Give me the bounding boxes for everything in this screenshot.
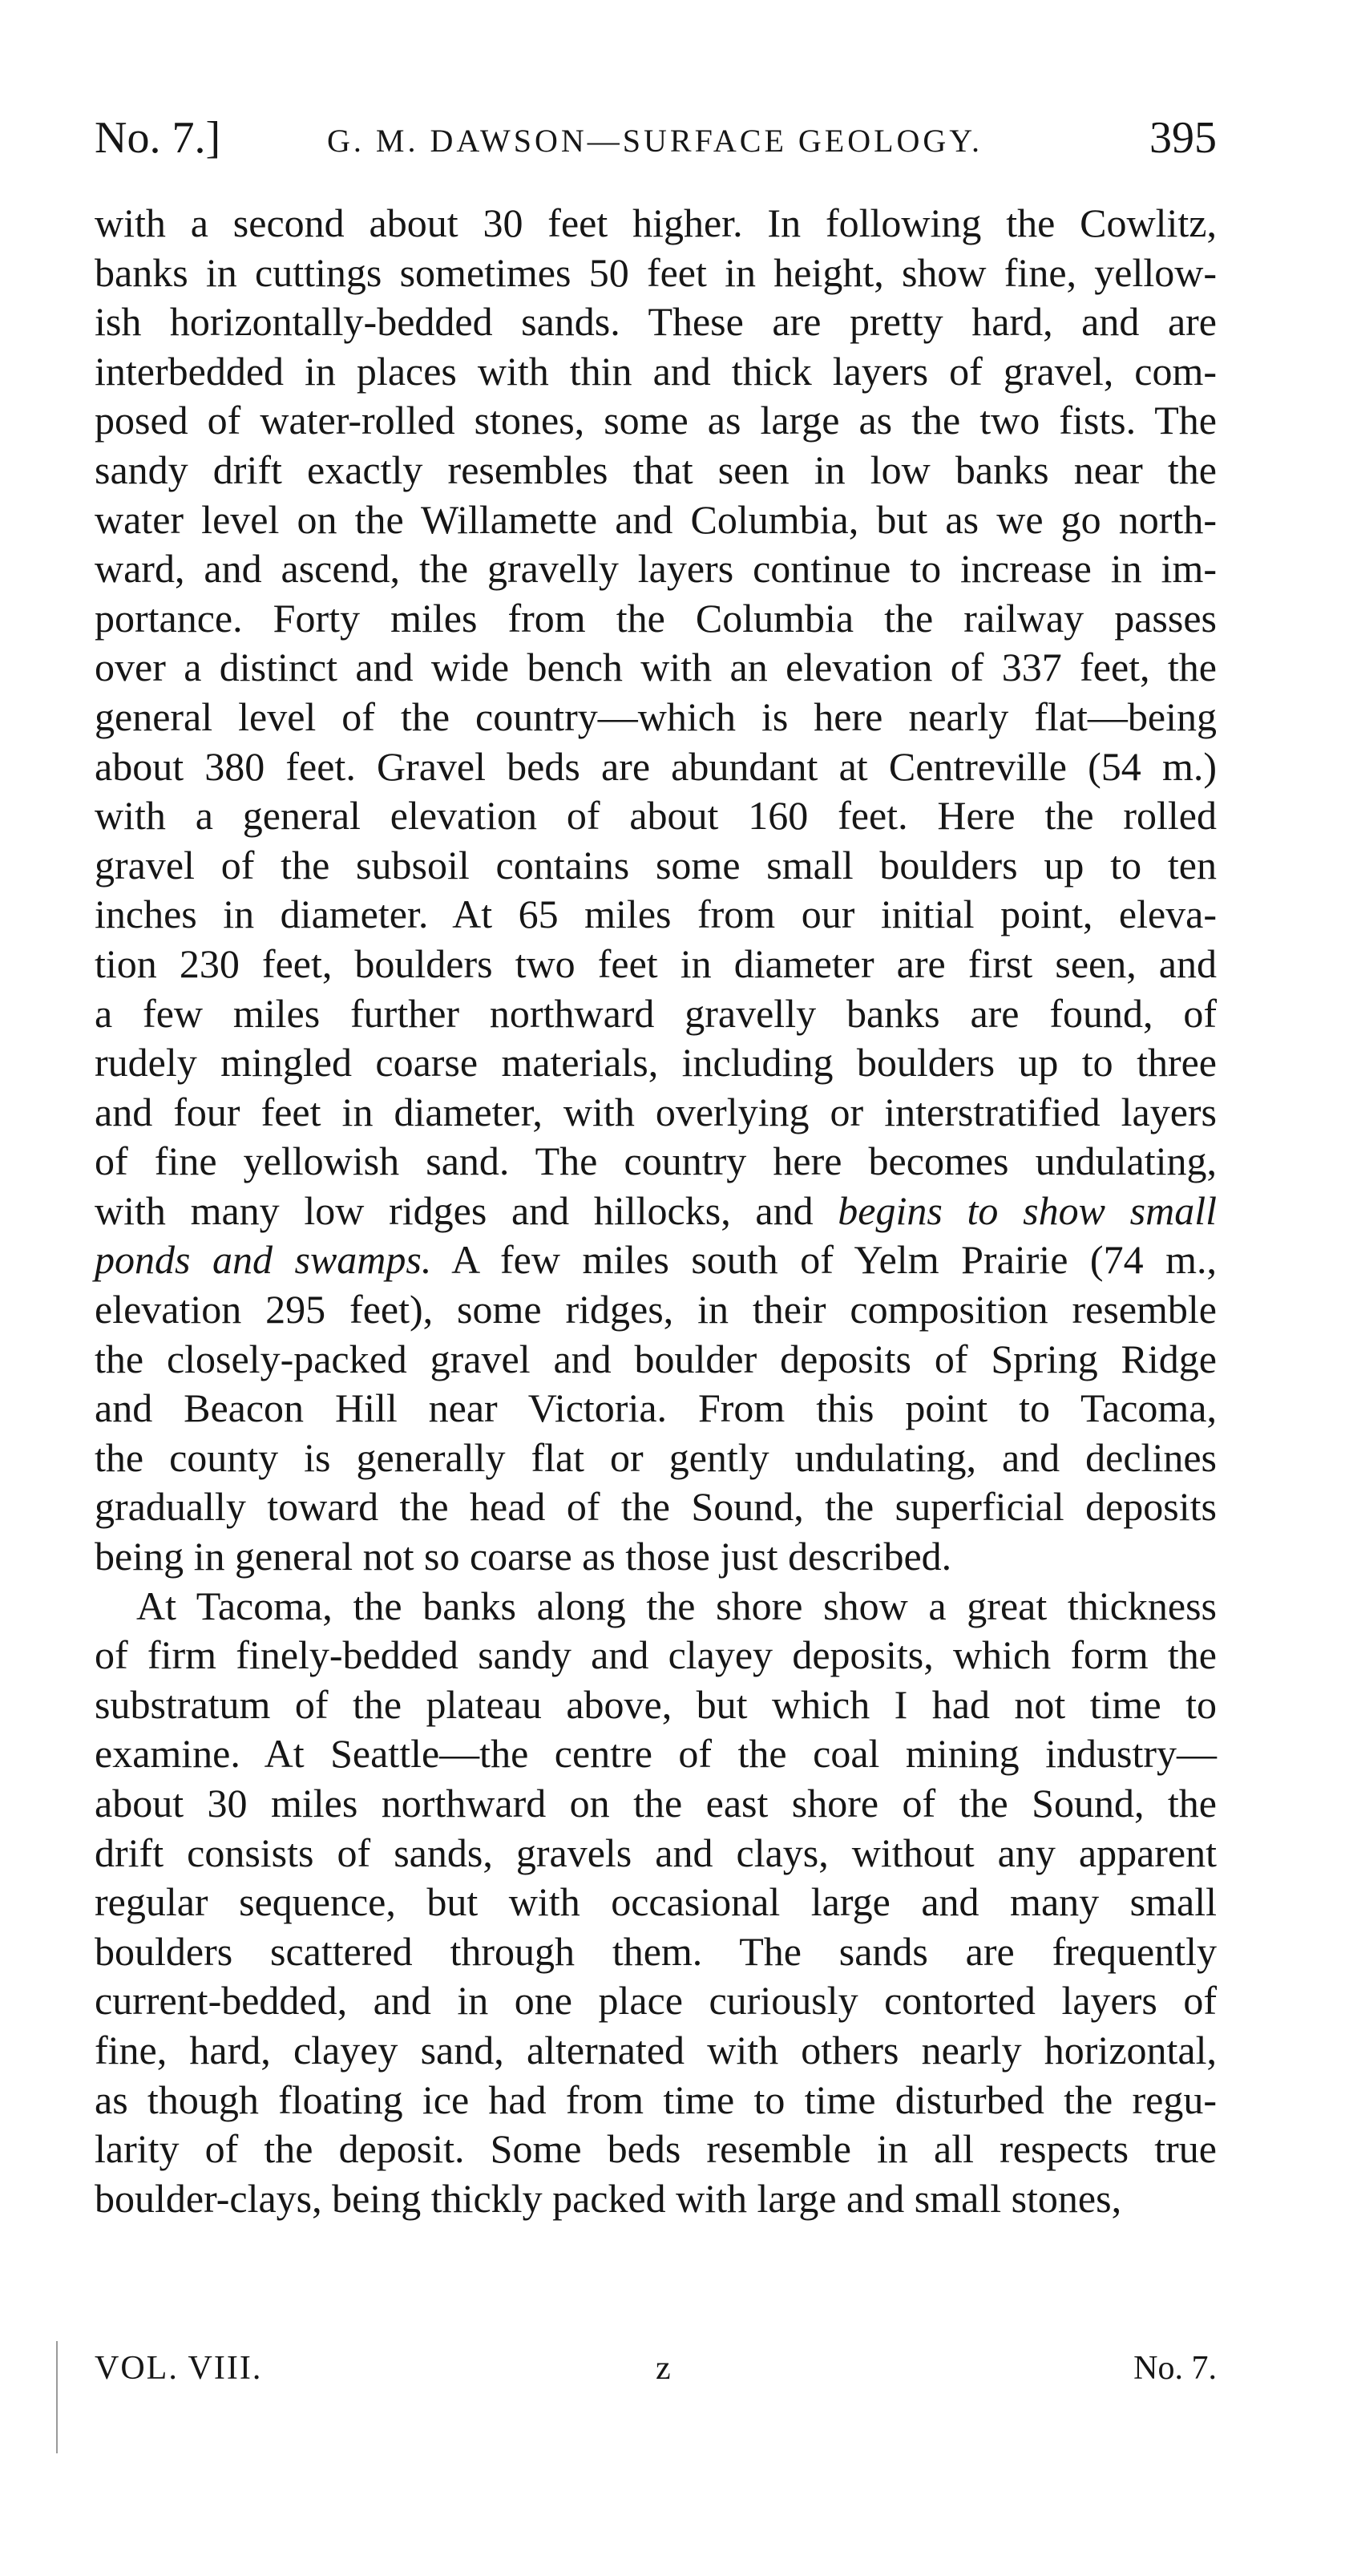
text-line: elevation 295 feet), some ridges, in their composition resemble [95, 1287, 1217, 1332]
text-line: portance. Forty miles from the Columbia the railway passes [95, 595, 1217, 641]
text-line: boulders scattered through them. The sands are frequently [95, 1928, 1217, 1974]
page-footer [95, 2349, 1217, 2397]
text-line: inches in diameter. At 65 miles from our initial point, eleva- [95, 892, 1217, 937]
text-line: gradually toward the head of the Sound, the superficial deposits [95, 1484, 1217, 1530]
text-line: boulder-clays, being thickly packed with large and small stones, [95, 2175, 1122, 2221]
text-line: the closely-packed gravel and boulder deposits of Spring Ridge [95, 1336, 1217, 1381]
running-title: G. M. DAWSON—SURFACE GEOLOGY. [327, 123, 983, 159]
text-line: rudely mingled coarse materials, including boulders up to three [95, 1040, 1217, 1086]
text-line: water level on the Willamette and Columbia, but as we go north- [95, 496, 1217, 542]
text-line: as though floating ice had from time to time disturbed the regu- [95, 2077, 1217, 2122]
text-line: ish horizontally-bedded sands. These are pretty hard, and are [95, 299, 1217, 345]
text-line: regular sequence, but with occasional large and many small [95, 1879, 1217, 1925]
text-line: with many low ridges and hillocks, and begins to show small [95, 1187, 1217, 1233]
text-line: being in general not so coarse as those just described. [95, 1534, 952, 1579]
text-line: banks in cuttings sometimes 50 feet in height, show fine, yellow- [95, 249, 1217, 295]
footer-issue-number: No. 7. [1133, 2350, 1217, 2387]
text-line: posed of water-rolled stones, some as large as the two fists. The [95, 398, 1217, 443]
text-line: fine, hard, clayey sand, alternated with others nearly horizontal, [95, 2027, 1217, 2073]
text-line: general level of the country—which is here nearly flat—being [95, 694, 1217, 739]
margin-mark [56, 2341, 58, 2453]
issue-number: No. 7.] [95, 113, 221, 163]
page-number: 395 [1149, 113, 1217, 163]
text-line: the county is generally flat or gently undulating, and declines [95, 1434, 1217, 1480]
italic-phrase: begins to show small [838, 1187, 1217, 1233]
text-line: about 30 miles northward on the east shore of the Sound, the [95, 1781, 1217, 1826]
text-line: with a second about 30 feet higher. In following the Cowlitz, [95, 200, 1217, 245]
text-line: larity of the deposit. Some beds resemble in all respects true [95, 2126, 1217, 2172]
italic-phrase: ponds and swamps. [95, 1237, 432, 1283]
text-line: At Tacoma, the banks along the shore show a great thickness [136, 1583, 1217, 1628]
text-line: and Beacon Hill near Victoria. From this point to Tacoma, [95, 1385, 1217, 1431]
text-line: about 380 feet. Gravel beds are abundant at Centreville (54 m.) [95, 743, 1217, 789]
text-line: interbedded in places with thin and thick layers of gravel, com- [95, 348, 1217, 394]
text-line: substratum of the plateau above, but which I had not time to [95, 1681, 1217, 1727]
text-line: examine. At Seattle—the centre of the coal mining industry— [95, 1731, 1217, 1777]
text-line: current-bedded, and in one place curiously contorted layers of [95, 1978, 1217, 2024]
text-line: ward, and ascend, the gravelly layers continue to increase in im- [95, 546, 1217, 592]
text-line: of fine yellowish sand. The country here becomes undulating, [95, 1138, 1217, 1184]
text-line: drift consists of sands, gravels and clays, without any apparent [95, 1830, 1217, 1875]
text-line: sandy drift exactly resembles that seen in low banks near the [95, 447, 1217, 492]
text-line: a few miles further northward gravelly banks are found, of [95, 990, 1217, 1036]
text-line: over a distinct and wide bench with an elevation of 337 feet, the [95, 645, 1217, 690]
text-line: tion 230 feet, boulders two feet in diameter are first seen, and [95, 940, 1217, 986]
body-text [95, 199, 1217, 2223]
volume-label: VOL. VIII. [95, 2350, 263, 2387]
text-line: ponds and swamps. A few miles south of Yelm Prairie (74 m., [95, 1237, 1217, 1283]
text-line: with a general elevation of about 160 feet. Here the rolled [95, 793, 1217, 839]
text-line: and four feet in diameter, with overlying or interstratified layers [95, 1089, 1217, 1134]
running-head [95, 112, 1217, 176]
signature-mark: z [656, 2350, 671, 2387]
text-line: of firm finely-bedded sandy and clayey deposits, which form the [95, 1632, 1217, 1678]
text-line: gravel of the subsoil contains some small boulders up to ten [95, 842, 1217, 888]
